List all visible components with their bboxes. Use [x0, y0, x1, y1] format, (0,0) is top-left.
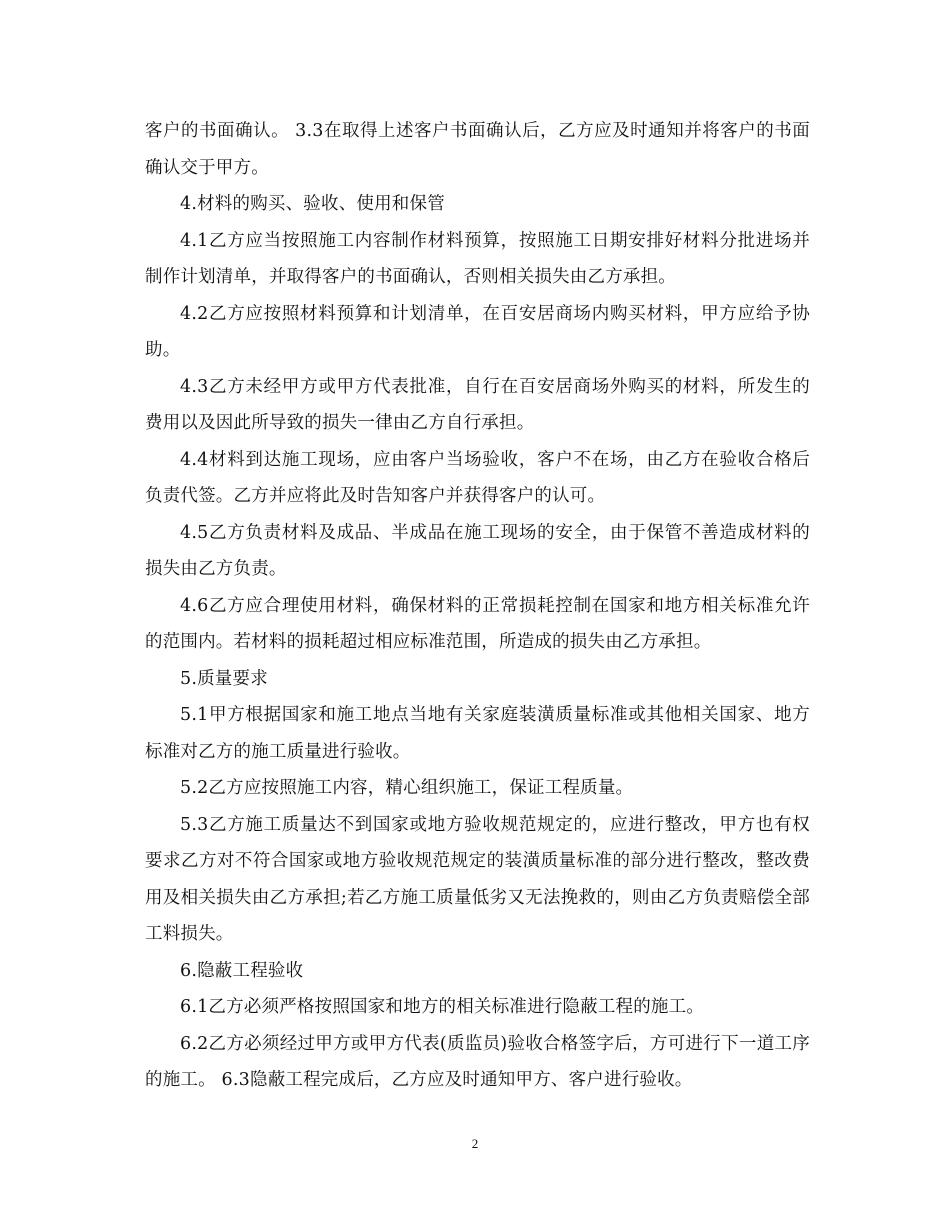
paragraph: 4.4材料到达施工现场，应由客户当场验收，客户不在场，由乙方在验收合格后负责代签。乙方并应将此及时告知客户并获得客户的认可。 — [145, 449, 810, 506]
paragraph: 4.6乙方应合理使用材料，确保材料的正常损耗控制在国家和地方相关标准允许的范围内。若材料的损耗超过相应标准范围，所造成的损失由乙方承担。 — [145, 595, 810, 652]
document-body — [145, 113, 810, 1099]
paragraph: 5.1甲方根据国家和施工地点当地有关家庭装潢质量标准或其他相关国家、地方标准对乙方的施工质量进行验收。 — [145, 705, 810, 762]
paragraph: 6.1乙方必须严格按照国家和地方的相关标准进行隐蔽工程的施工。 — [180, 997, 705, 1017]
paragraph: 4.5乙方负责材料及成品、半成品在施工现场的安全，由于保管不善造成材料的损失由乙方负责。 — [145, 522, 810, 579]
section-heading: 6.隐蔽工程验收 — [180, 960, 304, 981]
section-heading: 5.质量要求 — [180, 668, 268, 689]
section-heading: 4.材料的购买、验收、使用和保管 — [180, 194, 445, 214]
paragraph: 5.3乙方施工质量达不到国家或地方验收规范规定的，应进行整改，甲方也有权要求乙方对不符合国家或地方验收规范规定的装潢质量标准的部分进行整改，整改费用及相关损失由乙方承担;若乙方施工质量低劣又无法挽救的，则由乙方负责赔偿全部工料损失。 — [145, 814, 810, 944]
paragraph: 4.3乙方未经甲方或甲方代表批准，自行在百安居商场外购买的材料，所发生的费用以及因此所导致的损失一律由乙方自行承担。 — [145, 376, 810, 433]
paragraph: 客户的书面确认。 3.3在取得上述客户书面确认后，乙方应及时通知并将客户的书面确认交于甲方。 — [145, 121, 810, 178]
paragraph: 4.2乙方应按照材料预算和计划清单，在百安居商场内购买材料，甲方应给予协助。 — [145, 303, 810, 360]
paragraph: 6.2乙方必须经过甲方或甲方代表(质监员)验收合格签字后，方可进行下一道工序的施工。 6.3隐蔽工程完成后，乙方应及时通知甲方、客户进行验收。 — [145, 1033, 810, 1090]
page-number: 2 — [471, 1136, 479, 1151]
paragraph: 5.2乙方应按照施工内容，精心组织施工，保证工程质量。 — [180, 778, 634, 798]
paragraph: 4.1乙方应当按照施工内容制作材料预算，按照施工日期安排好材料分批进场并制作计划清单，并取得客户的书面确认，否则相关损失由乙方承担。 — [145, 230, 810, 287]
